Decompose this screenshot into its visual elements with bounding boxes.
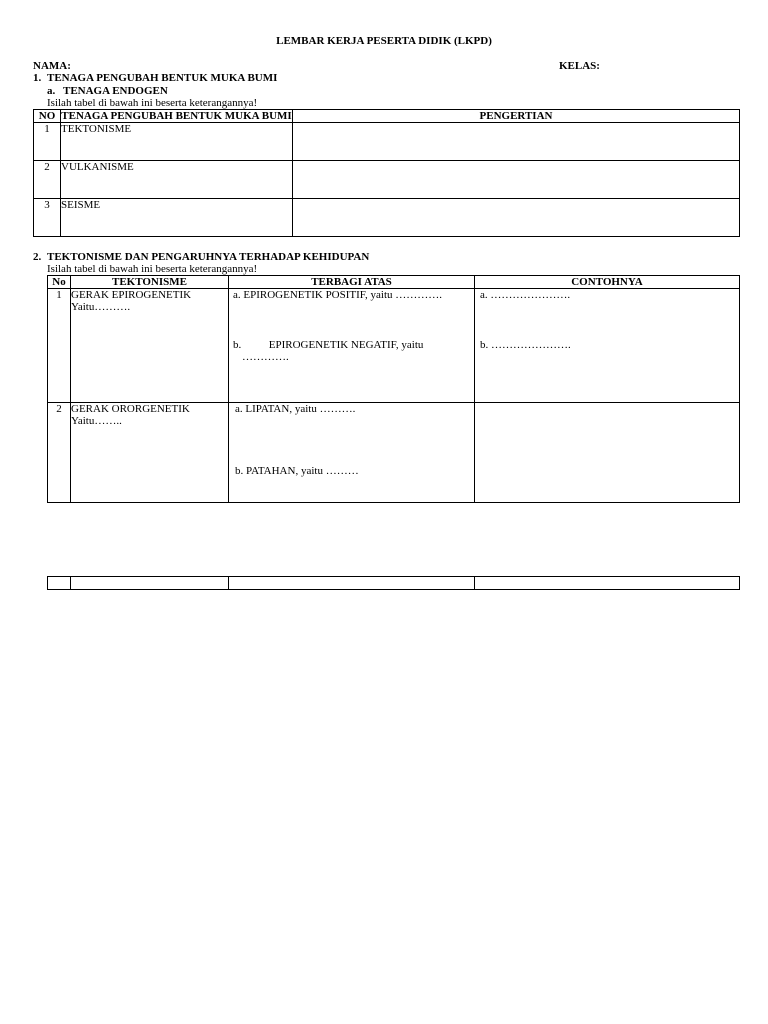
row-name: SEISME bbox=[61, 199, 293, 237]
row-name: TEKTONISME bbox=[61, 123, 293, 161]
section1-number: 1. bbox=[33, 72, 42, 84]
table-header-row bbox=[34, 110, 740, 123]
row-description: Yaitu………. bbox=[71, 301, 131, 313]
kelas-label: KELAS: bbox=[559, 60, 600, 72]
example-b: b. …………………. bbox=[480, 339, 571, 351]
table-row bbox=[34, 123, 740, 161]
endogen-table bbox=[33, 109, 740, 237]
subtype-a: a. LIPATAN, yaitu ………. bbox=[235, 403, 356, 415]
section1-subheading: TENAGA ENDOGEN bbox=[63, 85, 168, 97]
row-number: 2 bbox=[34, 161, 61, 199]
header-tektonisme: TEKTONISME bbox=[71, 276, 229, 289]
section2-instruction: Isilah tabel di bawah ini beserta keterangannya! bbox=[47, 263, 258, 275]
section1-instruction: Isilah tabel di bawah ini beserta keterangannya! bbox=[47, 97, 258, 109]
row-contohnya-cell[interactable] bbox=[475, 289, 740, 403]
subtype-a: a. EPIROGENETIK POSITIF, yaitu …………. bbox=[233, 289, 443, 301]
section1-sub-letter: a. bbox=[47, 85, 56, 97]
header-terbagi-atas: TERBAGI ATAS bbox=[229, 276, 475, 289]
tektonisme-table bbox=[47, 275, 740, 503]
row-terbagi-atas-cell bbox=[229, 289, 475, 403]
nama-label: NAMA: bbox=[33, 60, 71, 72]
section2-number: 2. bbox=[33, 251, 42, 263]
header-contohnya: CONTOHNYA bbox=[475, 276, 740, 289]
empty-table-row bbox=[48, 577, 740, 590]
row-tektonisme-cell bbox=[71, 289, 229, 403]
subtype-b: b. PATAHAN, yaitu ……… bbox=[235, 465, 359, 477]
subtype-b-text: EPIROGENETIK NEGATIF, yaitu bbox=[268, 339, 424, 351]
row-name: GERAK EPIROGENETIK bbox=[71, 289, 192, 301]
header-pengertian: PENGERTIAN bbox=[293, 110, 740, 123]
row-number: 1 bbox=[48, 289, 71, 403]
row-contohnya-cell[interactable] bbox=[475, 403, 740, 503]
row-tektonisme-cell bbox=[71, 403, 229, 503]
table-row bbox=[48, 289, 740, 403]
row-number: 3 bbox=[34, 199, 61, 237]
row-definition-field[interactable] bbox=[293, 199, 740, 237]
section2-heading: TEKTONISME DAN PENGARUHNYA TERHADAP KEHIDUPAN bbox=[47, 251, 370, 263]
row-number: 2 bbox=[48, 403, 71, 503]
subtype-b-letter: b. bbox=[233, 339, 242, 351]
subtype-b bbox=[233, 339, 474, 351]
table-row bbox=[34, 161, 740, 199]
row-name: VULKANISME bbox=[61, 161, 293, 199]
empty-cell[interactable] bbox=[475, 577, 740, 590]
example-a: a. …………………. bbox=[480, 289, 571, 301]
row-name: GERAK ORORGENETIK bbox=[71, 403, 190, 415]
row-definition-field[interactable] bbox=[293, 161, 740, 199]
section1-heading: TENAGA PENGUBAH BENTUK MUKA BUMI bbox=[47, 72, 278, 84]
row-definition-field[interactable] bbox=[293, 123, 740, 161]
table-row bbox=[48, 403, 740, 503]
row-number: 1 bbox=[34, 123, 61, 161]
empty-cell[interactable] bbox=[48, 577, 71, 590]
document-title: LEMBAR KERJA PESERTA DIDIK (LKPD) bbox=[276, 35, 492, 47]
table-row bbox=[34, 199, 740, 237]
empty-cell[interactable] bbox=[71, 577, 229, 590]
row-terbagi-atas-cell bbox=[229, 403, 475, 503]
empty-table-fragment bbox=[47, 576, 740, 590]
table-header-row bbox=[48, 276, 740, 289]
header-tenaga: TENAGA PENGUBAH BENTUK MUKA BUMI bbox=[61, 110, 292, 122]
header-no: No bbox=[48, 276, 71, 289]
subtype-b-continuation: …………. bbox=[242, 351, 289, 363]
row-description: Yaitu…….. bbox=[71, 415, 122, 427]
header-no: NO bbox=[34, 110, 61, 123]
empty-cell[interactable] bbox=[229, 577, 475, 590]
